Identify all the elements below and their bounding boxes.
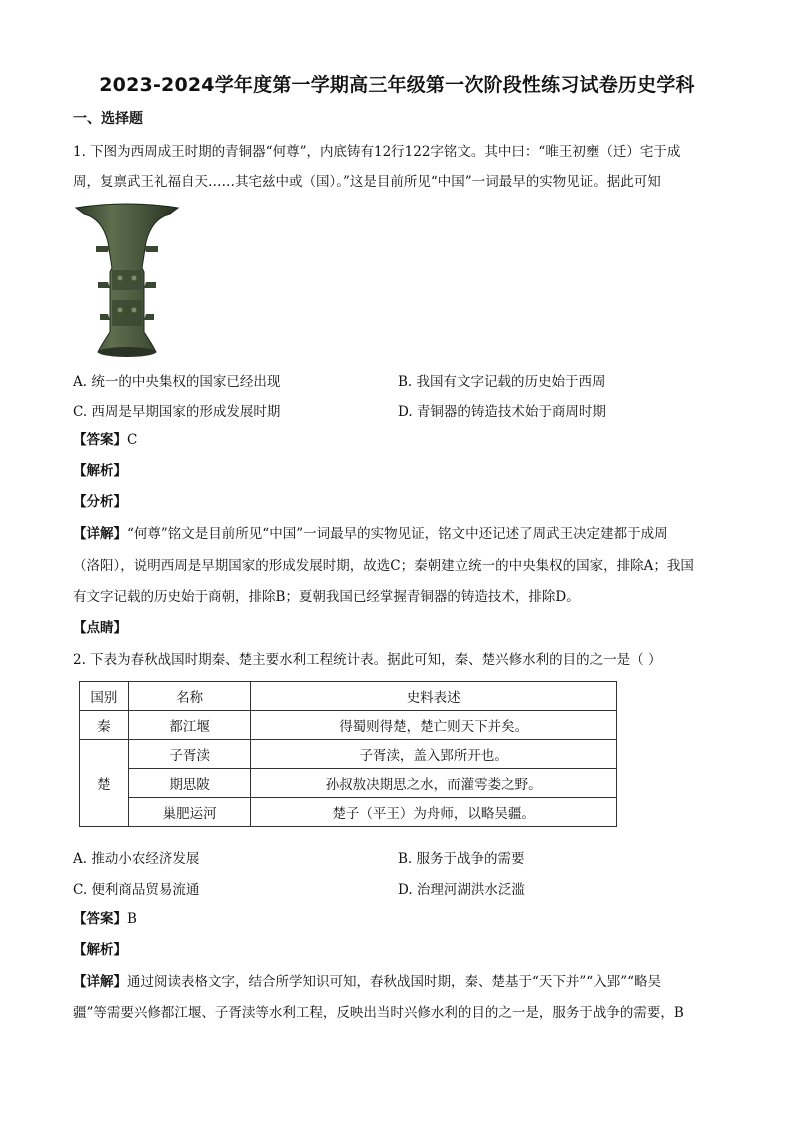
q1-answer (73, 430, 137, 450)
q1-option-a: A. 统一的中央集权的国家已经出现 (73, 374, 281, 390)
table-cell-name: 子胥渎 (128, 740, 251, 769)
q1-analysis-label: 【解析】 (73, 463, 127, 479)
q2-detail-text1: 通过阅读表格文字，结合所学知识可知，春秋战国时期，秦、楚基于“天下并”“入郢”“略吴 (127, 974, 662, 990)
q2-option-a: A. 推动小农经济发展 (73, 851, 200, 867)
q2-answer (73, 909, 137, 929)
q1-answer-value: C (127, 432, 138, 448)
q2-detail-line1 (73, 972, 661, 992)
q1-option-d: D. 青铜器的铸造技术始于商周时期 (398, 404, 606, 420)
table-header-country: 国别 (80, 682, 129, 711)
table-header-name: 名称 (128, 682, 251, 711)
q2-detail-label: 【详解】 (73, 974, 127, 990)
table-row (80, 711, 617, 740)
page-title: 2023-2024学年度第一学期高三年级第一次阶段性练习试卷历史学科 (99, 74, 695, 96)
q2-answer-label: 【答案】 (73, 911, 127, 927)
table-cell-name: 巢肥运河 (128, 798, 251, 827)
q1-detail-label: 【详解】 (73, 526, 127, 542)
q1-detail-line1 (73, 524, 668, 544)
table-cell-desc: 孙叔敖决期思之水，而灌雩娄之野。 (251, 769, 617, 798)
q2-option-b: B. 服务于战争的需要 (398, 851, 525, 867)
q1-detail-line3: 有文字记载的历史始于商朝，排除B；夏朝我国已经掌握青铜器的铸造技术，排除D。 (73, 589, 580, 605)
table-cell-country: 楚 (80, 740, 129, 827)
table-cell-desc: 子胥渎，盖入郢所开也。 (251, 740, 617, 769)
bronze-vessel-image (72, 202, 182, 360)
table-cell-country: 秦 (80, 711, 129, 740)
q2-answer-value: B (127, 911, 137, 927)
q1-dianjing-label: 【点睛】 (73, 620, 127, 636)
q1-option-b: B. 我国有文字记载的历史始于西周 (398, 374, 606, 390)
table-row (80, 769, 617, 798)
q1-option-c: C. 西周是早期国家的形成发展时期 (73, 404, 281, 420)
q2-stem: 2. 下表为春秋战国时期秦、楚主要水利工程统计表。据此可知，秦、楚兴修水利的目的之一是（ ） (73, 652, 662, 668)
q2-detail-line2: 疆”等需要兴修都江堰、子胥渎等水利工程，反映出当时兴修水利的目的之一是，服务于战争的需要，B (73, 1005, 684, 1021)
q2-option-d: D. 治理河湖洪水泛滥 (398, 882, 525, 898)
q1-detail-line2: （洛阳），说明西周是早期国家的形成发展时期，故选C；秦朝建立统一的中央集权的国家，排除A；我国 (73, 558, 694, 574)
water-projects-table (79, 681, 617, 827)
q1-answer-label: 【答案】 (73, 432, 127, 448)
table-cell-desc: 得蜀则得楚，楚亡则天下并矣。 (251, 711, 617, 740)
q1-stem-line1: 1. 下图为西周成王时期的青铜器“何尊”，内底铸有12行122字铭文。其中曰：“唯王初壅（迁）宅于成 (73, 144, 681, 160)
table-header-row (80, 682, 617, 711)
q2-analysis-label: 【解析】 (73, 942, 127, 958)
table-header-desc: 史料表述 (251, 682, 617, 711)
q1-detail-text1: “何尊”铭文是目前所见“中国”一词最早的实物见证，铭文中还记述了周武王决定建都于成周 (127, 526, 668, 542)
table-row (80, 798, 617, 827)
table-cell-desc: 楚子（平王）为舟师，以略吴疆。 (251, 798, 617, 827)
table-cell-name: 都江堰 (128, 711, 251, 740)
q1-fenxi-label: 【分析】 (73, 494, 127, 510)
q2-option-c: C. 便利商品贸易流通 (73, 882, 200, 898)
q1-stem-line2: 周，复禀武王礼福自天……其宅兹中或（国）。”这是目前所见“中国”一词最早的实物见证。据此可知 (73, 174, 661, 190)
section-heading: 一、选择题 (73, 111, 143, 127)
table-cell-name: 期思陂 (128, 769, 251, 798)
table-row (80, 740, 617, 769)
